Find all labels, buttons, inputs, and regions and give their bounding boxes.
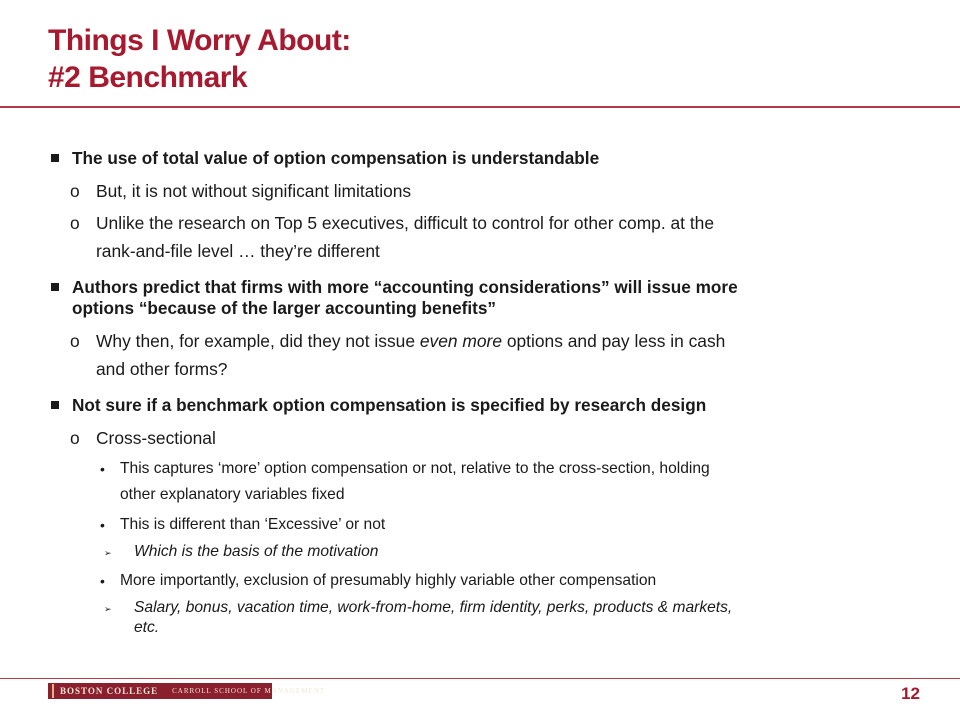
bullet-text-line1: Unlike the research on Top 5 executives, difficult to control for other comp. at the [96,213,715,233]
slide-body [48,148,938,644]
arrow-bullet-icon: ➢ [104,548,112,558]
boston-college-logo [48,683,326,699]
bullet-level3 [48,512,938,538]
circle-bullet-icon: o [70,428,80,448]
bullet-text: Which is the basis of the motivation [134,543,379,560]
dot-bullet-icon: • [100,461,105,477]
bullet-text-b: options and pay less in cash [502,331,726,351]
logo-main-text: BOSTON COLLEGE [60,686,159,696]
bullet-level2 [48,424,938,452]
logo-sub-text: CARROLL SCHOOL OF MANAGEMENT [172,687,326,695]
title-line-2: #2 Benchmark [48,61,248,94]
bullet-level2 [48,327,938,383]
circle-bullet-icon: o [70,213,80,233]
bullet-text-line2: options “because of the larger accounting benefits” [72,298,497,318]
seal-icon [52,684,54,698]
bullet-level2 [48,209,938,265]
bullet-text-line1: Salary, bonus, vacation time, work-from-home, firm identity, perks, products & markets, [134,599,733,616]
bullet-text: But, it is not without significant limitations [96,181,412,201]
arrow-bullet-icon: ➢ [104,604,112,614]
bullet-level4 [48,542,938,562]
bullet-text-line2: etc. [134,619,160,636]
bullet-text-a: Why then, for example, did they not issue [96,331,420,351]
bullet-level2 [48,177,938,205]
circle-bullet-icon: o [70,181,80,201]
bullet-level3 [48,568,938,594]
bullet-text: The use of total value of option compensation is understandable [72,148,600,168]
square-bullet-icon [51,401,59,409]
square-bullet-icon [51,283,59,291]
slide-title [48,22,351,96]
bullet-text: More importantly, exclusion of presumably highly variable other compensation [120,572,657,589]
title-line-1: Things I Worry About: [48,24,351,57]
bullet-text: This is different than ‘Excessive’ or not [120,516,386,533]
bullet-level1 [48,277,938,319]
bullet-text-line2: other explanatory variables fixed [120,486,345,503]
bullet-level3 [48,456,938,508]
circle-bullet-icon: o [70,331,80,351]
bullet-level1 [48,395,938,416]
dot-bullet-icon: • [100,517,105,533]
bullet-text-emphasis: even more [419,331,502,351]
bullet-text-line1: This captures ‘more’ option compensation or not, relative to the cross-section, holding [120,460,710,477]
dot-bullet-icon: • [100,573,105,589]
bullet-text-line1: Authors predict that firms with more “accounting considerations” will issue more [72,277,738,297]
bullet-text: Cross-sectional [96,428,216,448]
bullet-level1 [48,148,938,169]
bullet-text: Not sure if a benchmark option compensation is specified by research design [72,395,707,415]
square-bullet-icon [51,154,59,162]
bullet-text-line2: rank-and-file level … they’re different [96,241,380,261]
footer-divider [0,678,960,679]
bullet-level4 [48,598,938,638]
title-divider [0,106,960,108]
page-number: 12 [901,684,920,703]
bullet-text-line2: and other forms? [96,359,228,379]
